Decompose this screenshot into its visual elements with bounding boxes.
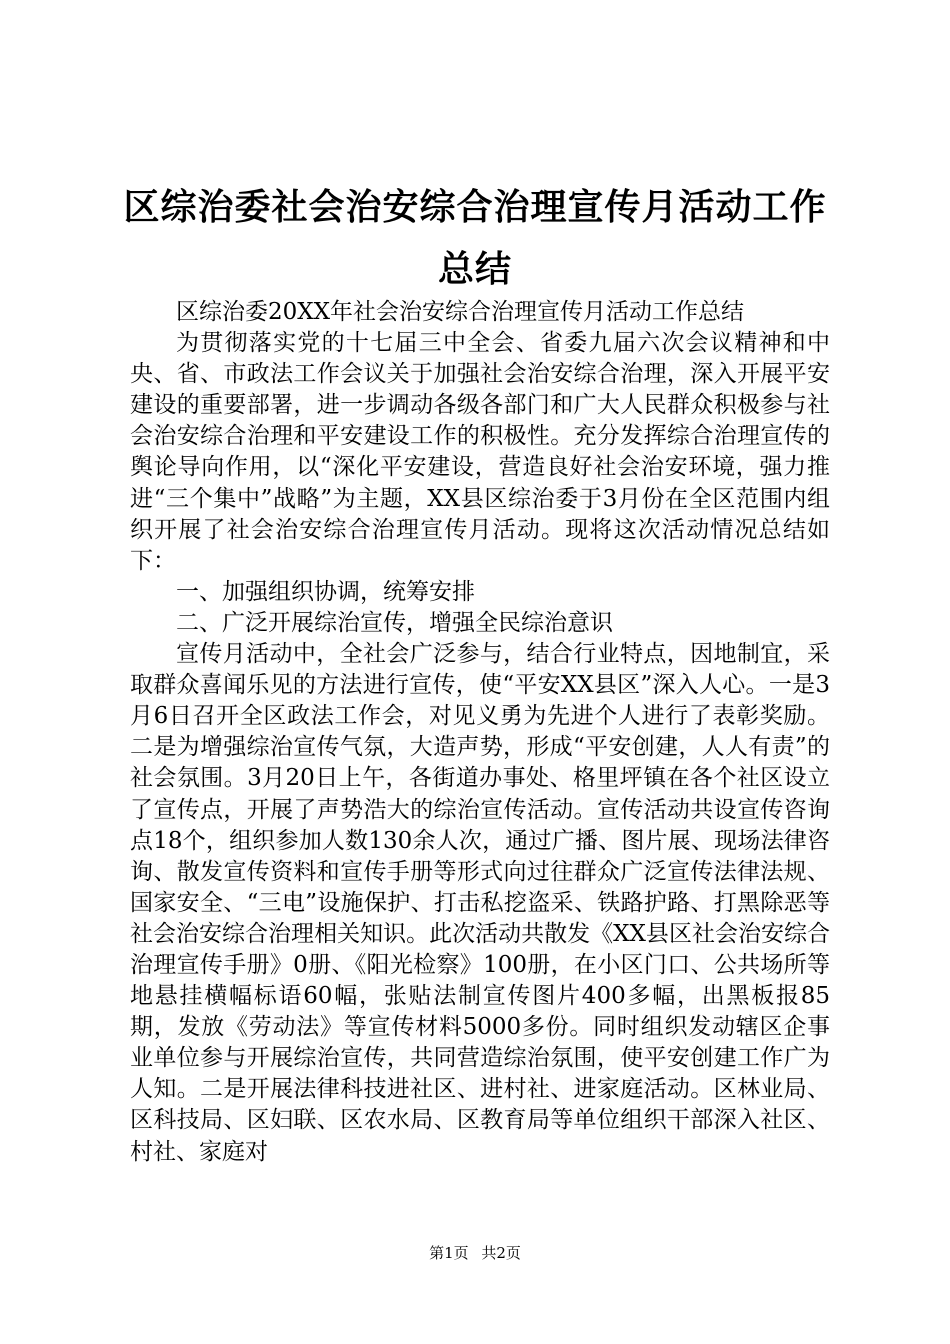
- page-total: 共2页: [481, 1244, 521, 1262]
- body-paragraph-intro: 为贯彻落实党的十七届三中全会、省委九届六次会议精神和中央、省、市政法工作会议关于加强社会治安综合治理，深入开展平安建设的重要部署，进一步调动各级各部门和广大人民群众积极参与社会治安综合治理和平安建设工作的积极性。充分发挥综合治理宣传的舆论导向作用，以“深化平安建设，营造良好社会治安环境，强力推进“三个集中”战略”为主题，XX县区综治委于3月份在全区范围内组织开展了社会治安综合治理宣传月活动。现将这次活动情况总结如下：: [130, 330, 830, 574]
- body-paragraph-activities: 宣传月活动中，全社会广泛参与，结合行业特点，因地制宜，采取群众喜闻乐见的方法进行宣传，使“平安XX县区”深入人心。一是3月6日召开全区政法工作会，对见义勇为先进个人进行了表彰奖励。二是为增强综治宣传气氛，大造声势，形成“平安创建，人人有责”的社会氛围。3月20日上午，各街道办事处、格里坪镇在各个社区设立了宣传点，开展了声势浩大的综治宣传活动。宣传活动共设宣传咨询点18个，组织参加人数130余人次，通过广播、图片展、现场法律咨询、散发宣传资料和宣传手册等形式向过往群众广泛宣传法律法规、国家安全、“三电”设施保护、打击私挖盗采、铁路护路、打黑除恶等社会治安综合治理相关知识。此次活动共散发《XX县区社会治安综合治理宣传手册》0册、《阳光检察》100册，在小区门口、公共场所等地悬挂横幅标语60幅，张贴法制宣传图片400多幅，出黑板报85期，发放《劳动法》等宣传材料5000多份。同时组织发动辖区企事业单位参与开展综治宣传，共同营造综治氛围，使平安创建工作广为人知。二是开展法律科技进社区、进村社、进家庭活动。区林业局、区科技局、区妇联、区农水局、区教育局等单位组织干部深入社区、村社、家庭对: [130, 641, 830, 1165]
- section-heading-1: 一、加强组织协调，统筹安排: [176, 578, 475, 605]
- page-footer: [0, 1243, 950, 1263]
- document-title: 区综治委社会治安综合治理宣传月活动工作总结: [123, 186, 827, 290]
- section-heading-2: 二、广泛开展综治宣传，增强全民综治意识: [176, 609, 613, 636]
- page-number: 第1页: [429, 1244, 469, 1262]
- document-body: [130, 297, 830, 1168]
- body-paragraph-subtitle: 区综治委20XX年社会治安综合治理宣传月活动工作总结: [176, 299, 745, 325]
